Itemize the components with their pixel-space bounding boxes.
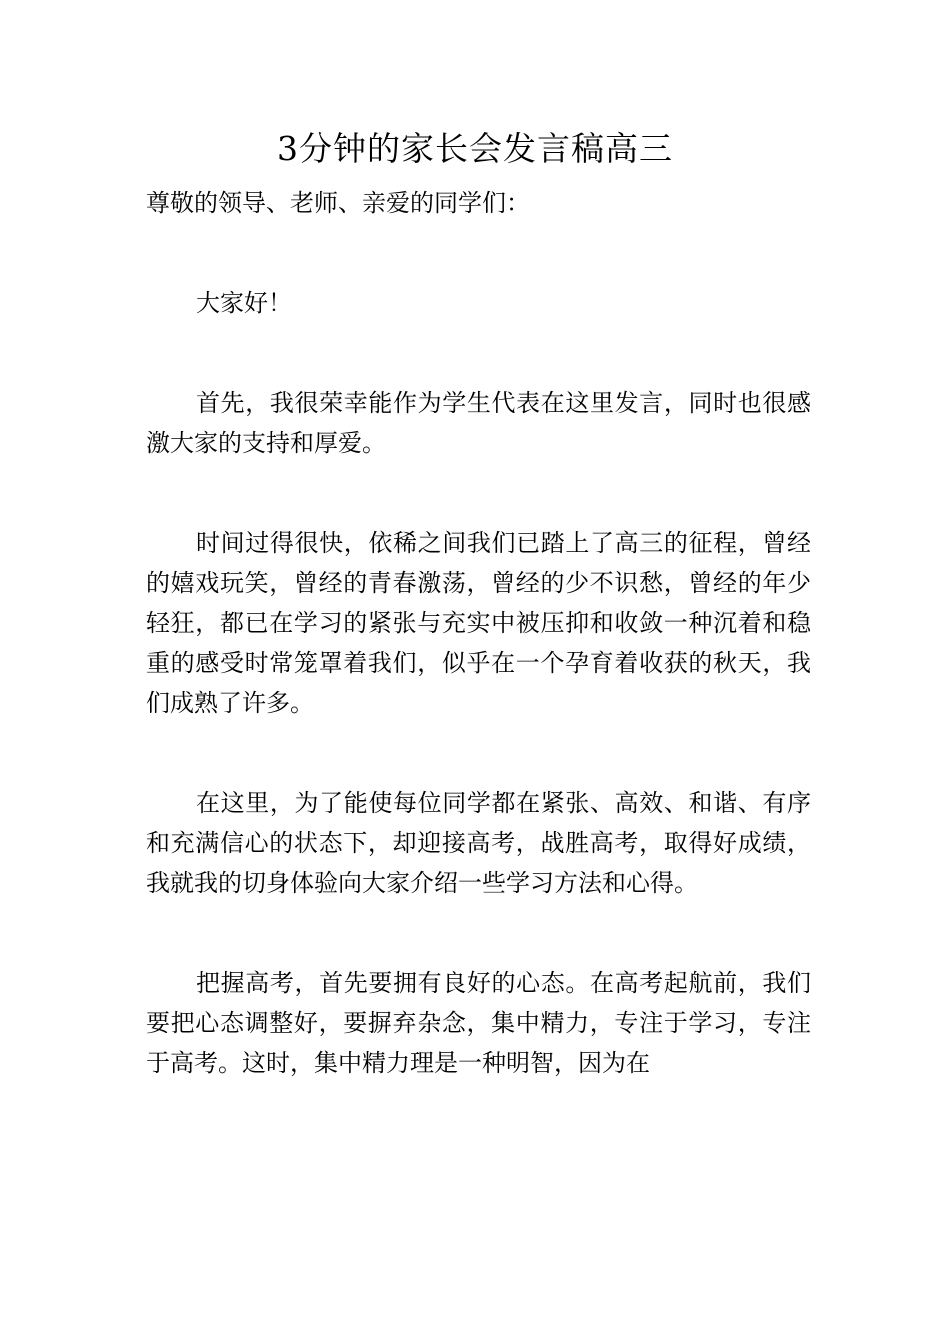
document-title: 3分钟的家长会发言稿高三: [277, 129, 673, 168]
salutation: 尊敬的领导、老师、亲爱的同学们：: [146, 189, 530, 217]
paragraph-introduction: 首先，我很荣幸能作为学生代表在这里发言，同时也很感激大家的支持和厚爱。: [146, 389, 811, 457]
paragraph-senior-year: 时间过得很快，依稀之间我们已踏上了高三的征程，曾经的嬉戏玩笑，曾经的青春激荡，曾经的少不识愁，曾经的年少轻狂，都已在学习的紧张与充实中被压抑和收敛一种沉着和稳重的感受时常笼罩着我们，似乎在一个孕育着收获的秋天，我们成熟了许多。: [146, 529, 811, 717]
paragraph-mindset: 把握高考，首先要拥有良好的心态。在高考起航前，我们要把心态调整好，要摒弃杂念，集中精力，专注于学习，专注于高考。这时，集中精力理是一种明智，因为在: [146, 969, 811, 1077]
paragraph-greeting: 大家好！: [196, 289, 292, 317]
document-body: [146, 183, 811, 1143]
paragraph-purpose: 在这里，为了能使每位同学都在紧张、高效、和谐、有序和充满信心的状态下，却迎接高考，战胜高考，取得好成绩，我就我的切身体验向大家介绍一些学习方法和心得。: [146, 789, 811, 897]
